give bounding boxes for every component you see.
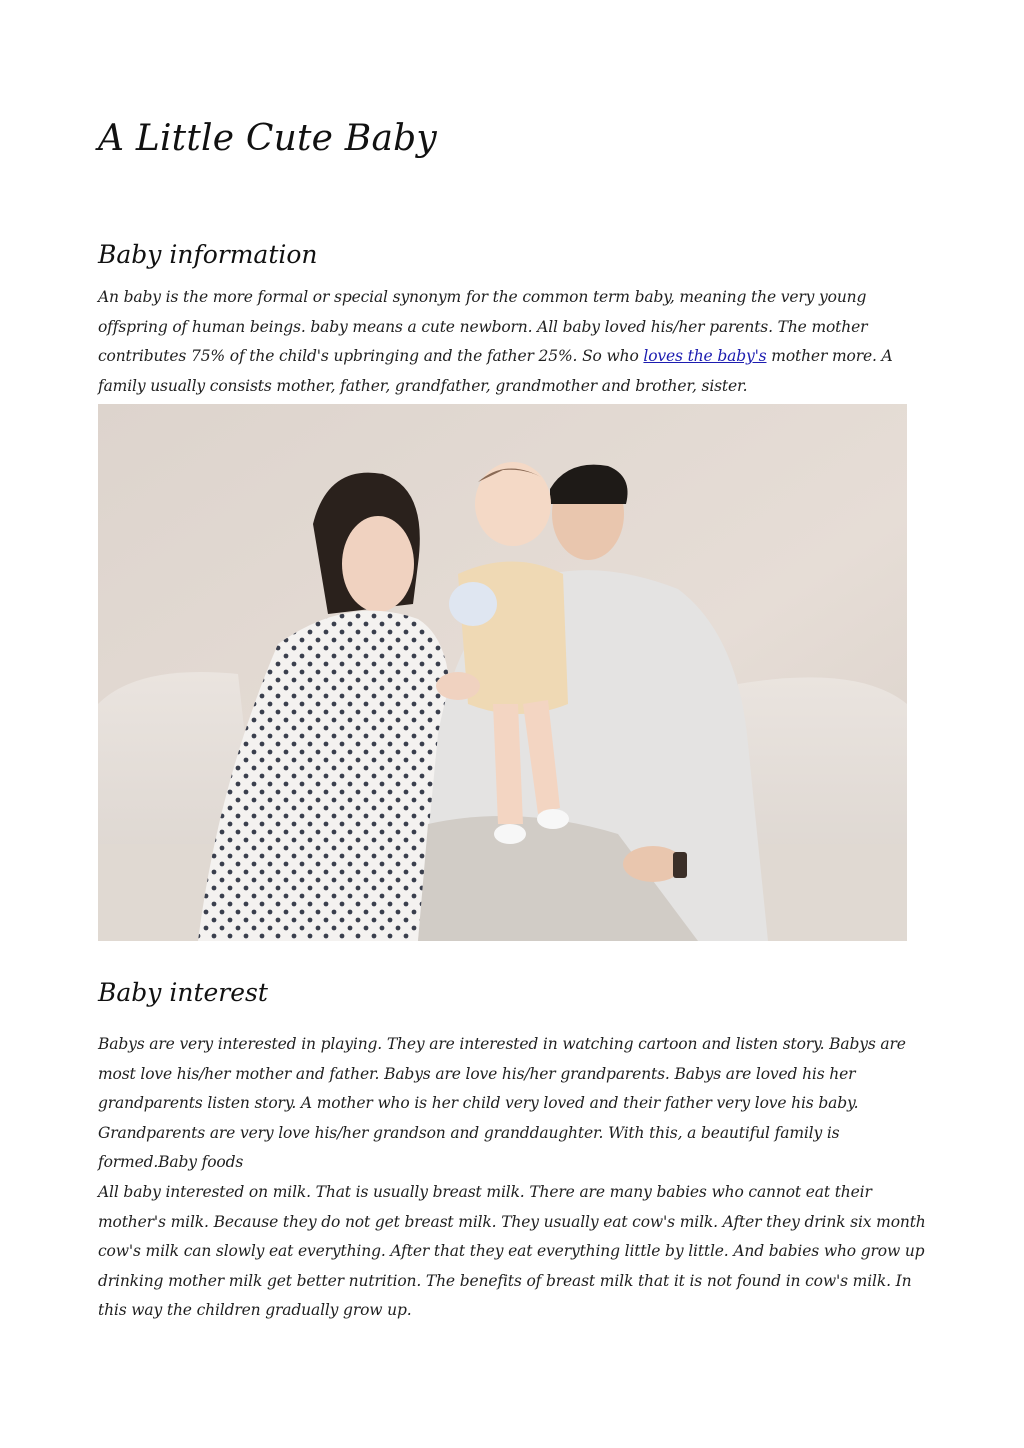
section-heading-baby-interest: Baby interest xyxy=(98,978,268,1007)
section-paragraph-baby-interest xyxy=(98,1030,928,1326)
page-title: A Little Cute Baby xyxy=(98,118,437,159)
loves-the-babys-link[interactable]: loves the baby's xyxy=(643,347,767,366)
paragraph-text: Babys are very interested in playing. They are interested in watching cartoon and listen story. Babys are most love his/her mother and father. Babys are love his/her grandparents. Babys are loved his her grandparents listen story. A mother who is her child very loved and their father very love his baby. Grandparents are very love his/her grandson and granddaughter. With this, a beautiful family is formed.Baby foods xyxy=(98,1035,906,1172)
family-photo xyxy=(98,404,907,941)
paragraph-text: mother more. A family usually consists mother, father, grandfather, grandmother and brother, sister. xyxy=(98,347,893,395)
section-heading-baby-information: Baby information xyxy=(98,240,318,269)
family-photo-icon xyxy=(98,404,907,941)
paragraph-text: All baby interested on milk. That is usually breast milk. There are many babies who cannot eat their mother's milk. Because they do not get breast milk. They usually eat cow's milk. After they drink six month cow's milk can slowly eat everything. After that they eat everything little by little. And babies who grow up drinking mother milk get better nutrition. The benefits of breast milk that it is not found in cow's milk. In this way the children gradually grow up. xyxy=(98,1182,926,1320)
section-paragraph-baby-information xyxy=(98,283,920,401)
paragraph-text: An baby is the more formal or special synonym for the common term baby, meaning the very young offspring of human beings. baby means a cute newborn. All baby loved his/her parents. The mother contributes 75% of the child's upbringing and the father 25%. So who xyxy=(98,288,868,366)
